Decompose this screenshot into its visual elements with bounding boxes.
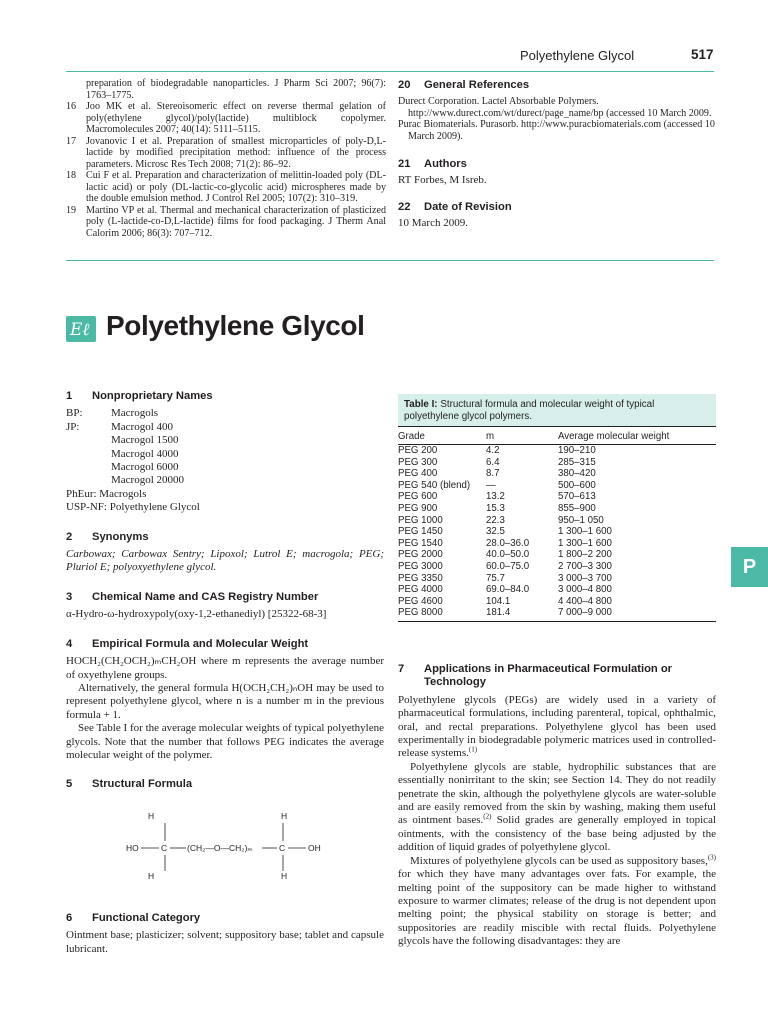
table-row	[398, 491, 716, 503]
grade-cell: PEG 3350	[398, 572, 443, 584]
grade-cell: PEG 600	[398, 491, 438, 503]
grade-cell: PEG 2000	[398, 549, 443, 561]
mw-cell: 3 000–3 700	[558, 572, 612, 584]
section-heading: 7 Applications in Pharmaceutical Formulation or Technology	[398, 663, 673, 689]
section-divider	[66, 260, 714, 261]
mw-cell: 190–210	[558, 445, 596, 456]
table-row	[398, 468, 716, 480]
general-reference: Purac Biomaterials. Purasorb. http://www.puracbiomaterials.com (accessed 10 March 2009).	[398, 119, 715, 142]
mw-cell: 570–613	[558, 491, 596, 503]
m-cell: 181.4	[486, 607, 558, 621]
table-header-row: Grade m Average molecular weight	[398, 427, 716, 445]
monograph-title: Polyethylene Glycol	[106, 310, 365, 341]
section-heading: 21 Authors	[398, 158, 467, 170]
mw-cell: 950–1 050	[558, 514, 604, 526]
m-cell: 13.2	[486, 491, 505, 503]
applications-section	[398, 663, 716, 949]
grade-cell: PEG 1450	[398, 526, 443, 538]
hydrogen-bottom-2: H	[281, 871, 288, 881]
reference-item: 18 Cui F et al. Preparation and characterization of melittin-loaded poly (DL-lactic acid) or poly (DL-lactic-co-glycolic acid) microspheres made by the double emulsion method. J Control Rel 2005; 107(2): 310–319.	[66, 170, 386, 204]
section-heading: 1 Nonproprietary Names	[66, 390, 213, 402]
grade-cell: PEG 300	[398, 456, 438, 468]
running-header-title: Polyethylene Glycol	[520, 48, 635, 63]
section-heading: 4 Empirical Formula and Molecular Weight	[66, 637, 309, 650]
table-row	[398, 549, 716, 561]
authors-text: RT Forbes, M Isreb.	[398, 174, 487, 186]
pheur-name: PhEur: Macrogols	[66, 487, 147, 500]
mw-cell: 1 300–1 600	[558, 526, 612, 538]
page-number: 517	[691, 47, 714, 62]
table-row	[398, 445, 716, 457]
applications-paragraph: Polyethylene glycols are stable, hydrophilic substances that are essentially nonirritant to the skin; see Section 14. They do not readily penetrate the skin, although the polyethylene glycols are water-soluble and are easily removed from the skin by washing, making them useful as ointment bases.$^{(2)}$ Solid grades are generally employed in topical ointments, with the consistency of the base being adjusted by the addition of liquid grades of polyethylene glycol.	[398, 760, 716, 854]
mw-cell: 1 300–1 600	[558, 537, 612, 549]
m-cell: 75.7	[486, 572, 505, 584]
chemical-name: α-Hydro-ω-hydroxypoly(oxy-1,2-ethanediyl) [25322-68-3]	[66, 608, 327, 621]
formula-paragraph: HOCH₂(CH₂OCH₂)ₘCH₂OH where m represents the average number of oxyethylene groups.	[66, 655, 384, 681]
hydrogen-top-2: H	[281, 811, 288, 821]
synonyms-text: Carbowax; Carbowax Sentry; Lipoxol; Lutrol E; macrogola; PEG; Pluriol E; polyoxyethylene glycol.	[66, 548, 384, 574]
m-cell: 40.0–50.0	[486, 549, 530, 561]
section-heading: 2 Synonyms	[66, 530, 149, 543]
references-list	[66, 78, 386, 239]
m-cell: 104.1	[486, 595, 511, 607]
grade-cell: PEG 8000	[398, 607, 486, 621]
grade-cell: PEG 1540	[398, 537, 443, 549]
m-cell: —	[486, 479, 496, 491]
m-cell: 4.2	[486, 445, 500, 456]
table-row	[398, 515, 716, 527]
svg-text:Eℓ: Eℓ	[70, 320, 90, 340]
m-cell: 8.7	[486, 468, 500, 480]
grade-cell: PEG 200	[398, 445, 438, 456]
table-row	[398, 561, 716, 573]
table-row	[398, 457, 716, 469]
formula-paragraph: See Table I for the average molecular weights of typical polyethylene glycols. Note that the number that follows PEG indicates the average molecular weight of the polymer.	[66, 722, 384, 761]
hydrogen-top-1: H	[148, 811, 155, 821]
section-heading: 22 Date of Revision	[398, 201, 512, 213]
formula-c2: C	[279, 843, 286, 853]
reference-item: 16 Joo MK et al. Stereoisomeric effect on reverse thermal gelation of poly(ethylene glycol)/poly(lactide) multiblock copolymer. Macromolecules 2007; 40(14): 5111–5115.	[66, 101, 386, 135]
formula-chain: (CH₂—O—CH₂)ₘ	[187, 843, 253, 853]
uspnf-name: USP-NF: Polyethylene Glycol	[66, 501, 200, 514]
m-cell: 69.0–84.0	[486, 584, 530, 596]
reference-item: 19 Martino VP et al. Thermal and mechanical characterization of plasticized poly (L-lactide-co-D,L-lactide) films for food packaging. J Therm Anal Calorim 2006; 86(3): 707–712.	[66, 204, 386, 239]
structural-formula	[112, 808, 342, 886]
general-reference: Durect Corporation. Lactel Absorbable Polymers. http://www.durect.com/wt/durect/page_name/bp (accessed 10 March 2009.	[398, 96, 712, 119]
mw-cell: 2 700–3 300	[558, 560, 612, 572]
hydrogen-bottom-1: H	[148, 871, 155, 881]
section-tab-p: P	[731, 547, 768, 587]
table-row	[398, 596, 716, 608]
mw-cell: 500–600	[558, 479, 596, 491]
reference-item: preparation of biodegradable nanoparticles. J Pharm Sci 2007; 96(7): 1763–1775.	[86, 78, 386, 101]
table-row	[398, 480, 716, 492]
formula-c1: C	[161, 843, 168, 853]
left-column	[66, 390, 384, 792]
nonproprietary-names: BP: Macrogols JP: Macrogol 400 Macrogol 1500 Macrogol 4000 Macrogol 6000 Macrogol 20000	[66, 407, 185, 487]
m-cell: 15.3	[486, 502, 505, 514]
table-row	[398, 573, 716, 585]
table-1	[398, 394, 716, 622]
applications-paragraph: Polyethylene glycols (PEGs) are widely used in a variety of pharmaceutical formulations, including parenteral, topical, ophthalmic, oral, and rectal preparations. Polyethylene glycol has been used experimentally in biodegradable polymeric matrices used in controlled-release systems.$^{(1)}$	[398, 693, 716, 760]
table-row	[398, 526, 716, 538]
m-cell: 60.0–75.0	[486, 560, 530, 572]
m-cell: 22.3	[486, 514, 505, 526]
grade-cell: PEG 3000	[398, 560, 443, 572]
end-sections	[398, 79, 716, 229]
m-cell: 28.0–36.0	[486, 537, 530, 549]
reference-item: 17 Jovanovic I et al. Preparation of smallest microparticles of poly-D,L-lactide by modified precipitation method: influence of the process parameters. Microsc Res Tech 2008; 71(2): 86–92.	[66, 135, 386, 170]
mw-cell: 3 000–4 800	[558, 584, 612, 596]
section-heading: 6 Functional Category	[66, 912, 201, 924]
table-row	[398, 584, 716, 596]
table-row	[398, 538, 716, 550]
table-row	[398, 503, 716, 515]
grade-cell: PEG 4000	[398, 584, 443, 596]
formula-ho: HO	[126, 843, 139, 853]
section-heading: 5 Structural Formula	[66, 778, 193, 791]
functional-category-section	[66, 912, 384, 956]
section-heading: 20 General References	[398, 79, 530, 91]
grade-cell: PEG 1000	[398, 514, 443, 526]
header-rule	[66, 71, 714, 72]
m-cell: 32.5	[486, 526, 505, 538]
section-heading: 3 Chemical Name and CAS Registry Number	[66, 590, 319, 603]
mw-cell: 855–900	[558, 502, 596, 514]
grade-cell: PEG 400	[398, 468, 438, 480]
revision-date: 10 March 2009.	[398, 217, 468, 229]
mw-cell: 285–315	[558, 456, 596, 468]
peg-table	[398, 427, 716, 622]
formula-oh: OH	[308, 843, 321, 853]
functional-category-text: Ointment base; plasticizer; solvent; suppository base; tablet and capsule lubricant.	[66, 929, 384, 955]
excipient-icon	[66, 316, 96, 342]
table-caption: Table I: Structural formula and molecular weight of typical polyethylene glycol polymers.	[398, 394, 716, 427]
m-cell: 6.4	[486, 456, 500, 468]
grade-cell: PEG 540 (blend)	[398, 479, 471, 491]
mw-cell: 380–420	[558, 468, 596, 480]
mw-cell: 7 000–9 000	[558, 607, 716, 621]
grade-cell: PEG 900	[398, 502, 438, 514]
table-row	[398, 607, 716, 621]
grade-cell: PEG 4600	[398, 595, 443, 607]
formula-paragraph: Alternatively, the general formula H(OCH₂CH₂)ₙOH may be used to represent polyethylene glycol, where n is a number m in the previous formula + 1.	[66, 681, 384, 721]
mw-cell: 4 400–4 800	[558, 595, 612, 607]
applications-paragraph: Mixtures of polyethylene glycols can be used as suppository bases,$^{(3)}$ for which they have many advantages over fats. For example, the melting point of the suppository can be made higher to withstand exposure to warmer climates; release of the drug is not dependent upon melting point; the physical stability on storage is better; and suppositories are readily miscible with rectal fluids. Polyethylene glycols have the following disadvantages: they are	[398, 853, 716, 948]
mw-cell: 1 800–2 200	[558, 549, 612, 561]
